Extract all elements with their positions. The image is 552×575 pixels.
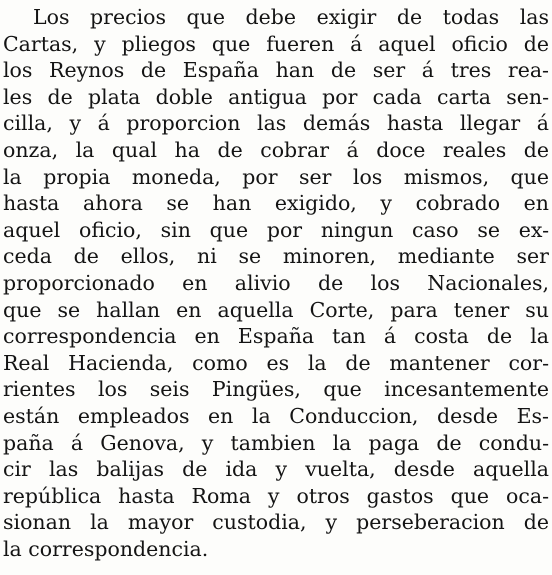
text-line: cilla, y á proporcion las demás hasta llegar á <box>3 111 549 136</box>
text-line: cir las balijas de ida y vuelta, desde aquella <box>3 457 549 482</box>
text-line: república hasta Roma y otros gastos que oca- <box>3 483 549 508</box>
text-line: ceda de ellos, ni se minoren, mediante ser <box>3 244 549 269</box>
text-line: la correspondencia. <box>3 536 209 561</box>
text-line: la propia moneda, por ser los mismos, que <box>3 164 549 189</box>
text-line: rientes los seis Pingües, que incesantemente <box>3 377 549 402</box>
text-line: sionan la mayor custodia, y perseberacion de <box>3 510 549 535</box>
text-line: hasta ahora se han exigido, y cobrado en <box>3 191 549 216</box>
text-line: Real Hacienda, como es la de mantener cor- <box>3 350 549 375</box>
text-line: correspondencia en España tan á costa de la <box>3 324 549 349</box>
text-line: los Reynos de España han de ser á tres rea- <box>3 58 549 83</box>
text-line: que se hallan en aquella Corte, para tener su <box>3 297 549 322</box>
text-line: Los precios que debe exigir de todas las <box>33 5 549 29</box>
text-line: onza, la qual ha de cobrar á doce reales de <box>3 137 549 162</box>
text-line: paña á Genova, y tambien la paga de condu- <box>3 430 549 455</box>
text-line: les de plata doble antigua por cada carta sen- <box>3 84 549 109</box>
text-line: están empleados en la Conduccion, desde Es- <box>3 403 549 428</box>
text-line: Cartas, y pliegos que fueren á aquel oficio de <box>3 31 549 56</box>
text-line: proporcionado en alivio de los Nacionales, <box>3 270 549 295</box>
paragraph <box>3 4 549 562</box>
text-line: aquel oficio, sin que por ningun caso se ex- <box>3 217 549 242</box>
